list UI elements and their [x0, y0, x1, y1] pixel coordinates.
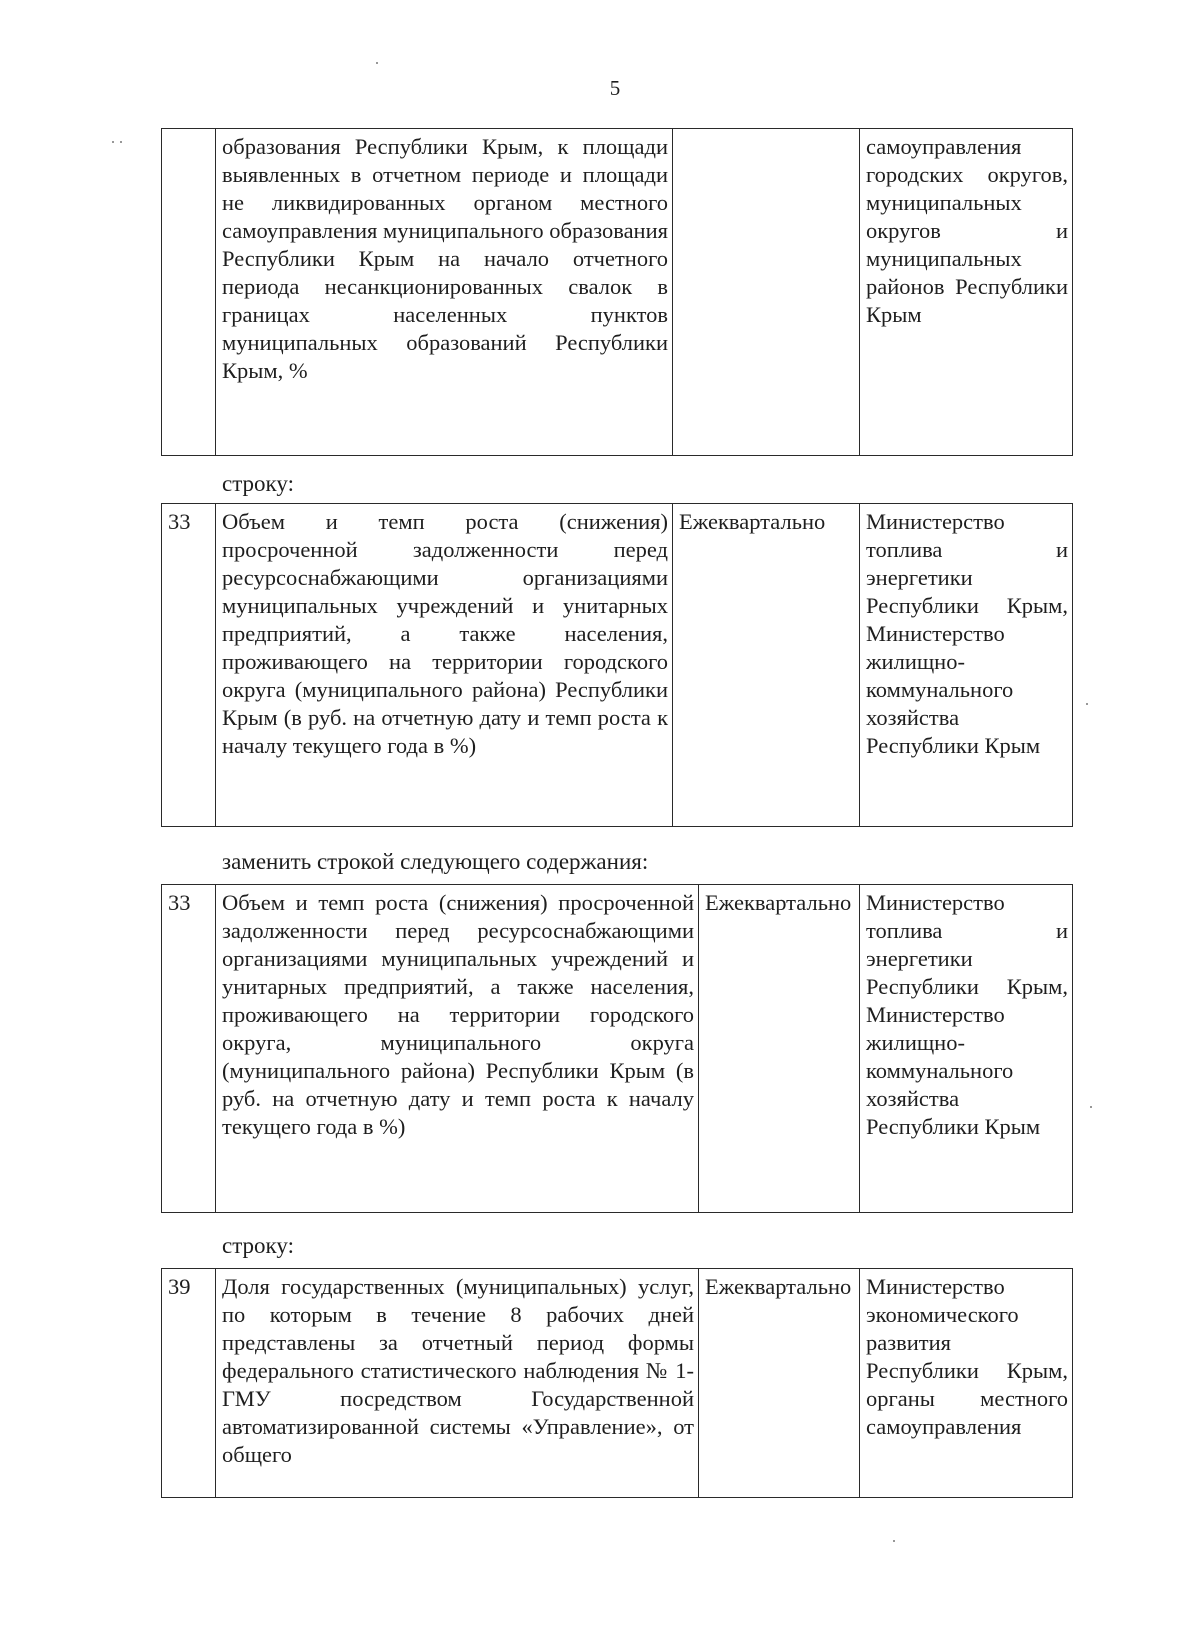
row-number: 33 — [162, 504, 216, 827]
scan-speck — [120, 141, 122, 143]
responsible: Министерство экономического развития Республики Крым, органы местного самоуправления — [860, 1269, 1073, 1498]
frequency — [673, 129, 860, 456]
row-number — [162, 129, 216, 456]
scan-speck — [1086, 703, 1088, 705]
frequency: Ежеквартально — [699, 885, 860, 1213]
instruction-label: заменить строкой следующего содержания: — [222, 849, 649, 874]
table-row-39 — [161, 1268, 1073, 1498]
instruction-label: строку: — [222, 1233, 294, 1258]
responsible: Министерство топлива и энергетики Республики Крым, Министерство жилищно-коммунального хозяйства Республики Крым — [860, 504, 1073, 827]
responsible: самоуправления городских округов, муниципальных округов и муниципальных районов Республики Крым — [860, 129, 1073, 456]
scan-speck — [112, 141, 114, 143]
scan-speck — [376, 62, 378, 64]
row-number: 39 — [162, 1269, 216, 1498]
indicator-name: Доля государственных (муниципальных) услуг, по которым в течение 8 рабочих дней представлены за отчетный период формы федерального статистического наблюдения № 1-ГМУ посредством Государственной автоматизированной системы «Управление», от общего — [216, 1269, 699, 1498]
table-row-33-old — [161, 503, 1073, 827]
frequency: Ежеквартально — [673, 504, 860, 827]
table-row-33-new — [161, 884, 1073, 1213]
page-number: 5 — [609, 76, 621, 100]
indicator-name: Объем и темп роста (снижения) просроченной задолженности перед ресурсоснабжающими организациями муниципальных учреждений и унитарных предприятий, а также населения, проживающего на территории городского округа, муниципального округа (муниципального района) Республики Крым (в руб. на отчетную дату и темп роста к началу текущего года в %) — [216, 885, 699, 1213]
frequency: Ежеквартально — [699, 1269, 860, 1498]
indicator-name: образования Республики Крым, к площади выявленных в отчетном периоде и площади не ликвидированных органом местного самоуправления муниципального образования Республики Крым на начало отчетного периода несанкционированных свалок в границах населенных пунктов муниципальных образований Республики Крым, % — [216, 129, 673, 456]
scan-speck — [1090, 1106, 1092, 1108]
scan-speck — [893, 1540, 895, 1542]
responsible: Министерство топлива и энергетики Республики Крым, Министерство жилищно-коммунального хозяйства Республики Крым — [860, 885, 1073, 1213]
row-number: 33 — [162, 885, 216, 1213]
indicator-name: Объем и темп роста (снижения) просроченной задолженности перед ресурсоснабжающими организациями муниципальных учреждений и унитарных предприятий, а также населения, проживающего на территории городского округа (муниципального района) Республики Крым (в руб. на отчетную дату и темп роста к началу текущего года в %) — [216, 504, 673, 827]
table-row-continuation — [161, 128, 1073, 456]
instruction-label: строку: — [222, 471, 294, 496]
